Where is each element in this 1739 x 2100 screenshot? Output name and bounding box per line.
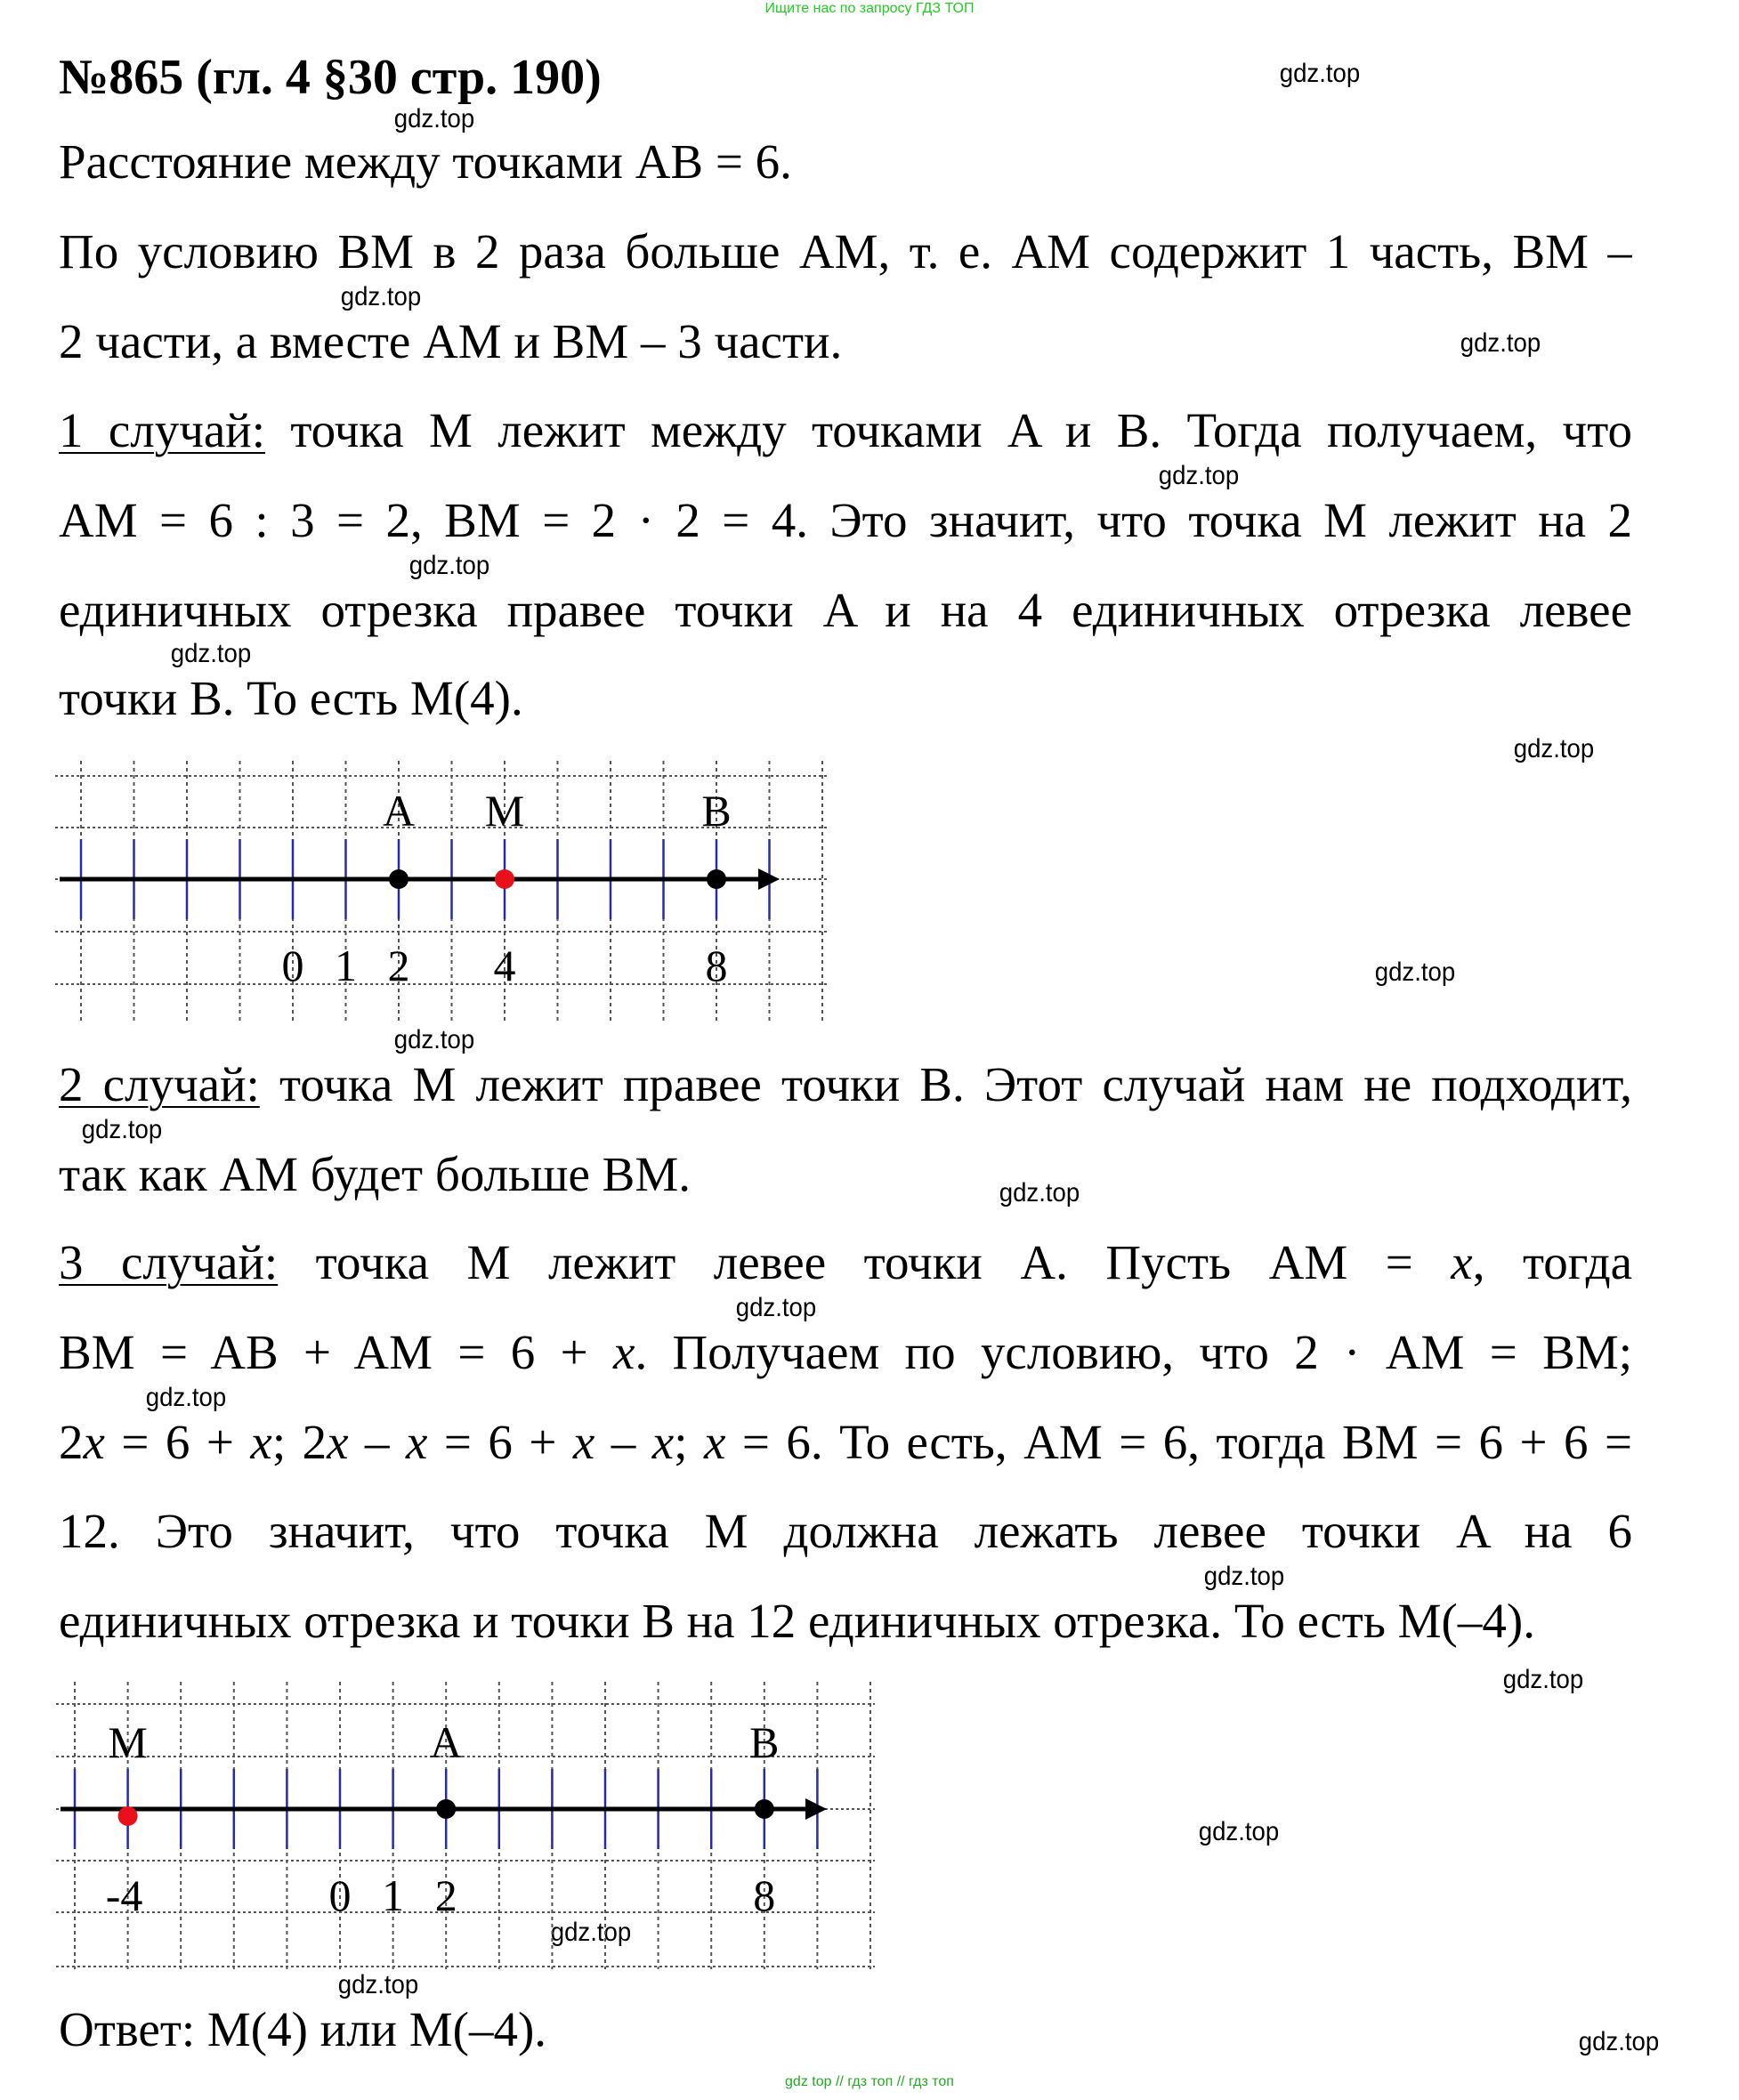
case-heading: 3 случай: (59, 1235, 279, 1289)
point-a (389, 869, 408, 889)
variable-x: x (405, 1415, 428, 1469)
watermark-text: gdz.top (337, 1970, 419, 1999)
text-segment: , тогда (1472, 1235, 1632, 1289)
text-line (59, 224, 1632, 279)
point-b (755, 1799, 774, 1819)
watermark-text: gdz.top (999, 1178, 1080, 1208)
text-line (59, 1235, 1632, 1290)
text-segment: Расстояние между точками AB = 6. (59, 134, 792, 189)
text-line (59, 1504, 1632, 1559)
number-line-case-1 (0, 756, 854, 1032)
text-segment: точка M лежит между точками A и B. Тогда получаем, что (265, 403, 1632, 457)
point-label-b: B (701, 786, 732, 836)
variable-x: x (703, 1415, 726, 1469)
text-segment: = 6 + (427, 1415, 573, 1469)
watermark-text: gdz.top (170, 639, 252, 668)
point-a (436, 1799, 456, 1819)
variable-x: x (83, 1415, 105, 1469)
watermark-text: gdz.top (1203, 1562, 1285, 1591)
point-m (495, 869, 514, 889)
watermark-text: gdz.top (145, 1383, 227, 1412)
tick-label: -4 (105, 1870, 143, 1920)
text-segment: BM = AB + AM = 6 + (59, 1325, 614, 1379)
text-line (59, 1415, 1632, 1470)
tick-label: 2 (434, 1870, 457, 1920)
text-segment: AM = 6 : 3 = 2, BM = 2 · 2 = 4. Это значит, что точка M лежит на 2 (59, 493, 1632, 547)
tick-label: 2 (387, 941, 410, 990)
point-m (118, 1806, 138, 1826)
text-segment: точка M лежит правее точки B. Этот случай нам не подходит, (259, 1057, 1632, 1111)
variable-x: x (327, 1415, 349, 1469)
text-line (59, 493, 1632, 548)
case-heading: 2 случай: (59, 1057, 260, 1111)
text-segment: так как AM будет больше BM. (59, 1147, 691, 1201)
tick-label: 4 (493, 941, 516, 990)
point-label-b: B (749, 1717, 780, 1767)
footer-links: gdz top // гдз топ // гдз топ (785, 2074, 954, 2089)
tick-label: 1 (335, 941, 357, 990)
variable-x: x (572, 1415, 595, 1469)
point-label-m: M (108, 1717, 148, 1767)
tick-label: 0 (328, 1870, 352, 1920)
watermark-text: gdz.top (735, 1293, 817, 1322)
text-line (59, 1147, 691, 1202)
text-segment: = 6. То есть, AM = 6, тогда BM = 6 + 6 = (725, 1415, 1632, 1469)
watermark-text: gdz.top (1279, 59, 1361, 88)
point-label-m: M (484, 786, 525, 836)
tick-label: 0 (281, 941, 304, 990)
watermark-text: gdz.top (1460, 328, 1541, 358)
variable-x: x (613, 1325, 635, 1379)
watermark-text: gdz.top (81, 1115, 163, 1144)
text-segment: 12. Это значит, что точка M должна лежать левее точки A на 6 (59, 1504, 1632, 1558)
text-line (59, 1594, 1535, 1649)
text-segment: ; (674, 1415, 704, 1469)
variable-x: x (651, 1415, 675, 1469)
text-segment: точки B. То есть M(4). (59, 671, 523, 725)
text-line (59, 1057, 1632, 1112)
watermark-text: gdz.top (408, 551, 490, 580)
search-hint-banner: Ищите нас по запросу ГДЗ ТОП (764, 1, 975, 16)
tick-label: 1 (382, 1870, 405, 1920)
text-line (59, 1325, 1632, 1380)
text-line (59, 403, 1632, 458)
variable-x: x (1451, 1235, 1473, 1289)
watermark-text: gdz.top (340, 282, 422, 311)
text-segment: 2 части, а вместе AM и BM – 3 части. (59, 314, 843, 368)
watermark-text: gdz.top (393, 1025, 475, 1054)
text-line (59, 314, 842, 369)
text-segment: ; 2 (271, 1415, 328, 1469)
text-segment: . Получаем по условию, что 2 · AM = BM; (635, 1325, 1632, 1379)
watermark-text: gdz.top (1158, 461, 1240, 490)
watermark-text: gdz.top (1578, 2027, 1660, 2056)
answer-line (59, 2002, 546, 2057)
number-line-case-3 (0, 1677, 890, 1971)
watermark-text: gdz.top (1502, 1665, 1584, 1694)
point-label-a: A (430, 1717, 463, 1767)
text-line (59, 671, 523, 726)
text-segment: единичных отрезка и точки B на 12 единичных отрезка. То есть M(–4). (59, 1594, 1535, 1648)
watermark-text: gdz.top (1513, 734, 1595, 763)
text-line (59, 134, 792, 190)
text-segment: По условию BM в 2 раза больше AM, т. е. AM содержит 1 часть, BM – (59, 224, 1632, 279)
point-label-a: A (382, 786, 416, 836)
point-b (707, 869, 726, 889)
watermark-text: gdz.top (1198, 1817, 1280, 1846)
tick-label: 8 (753, 1870, 776, 1920)
text-segment: – (594, 1415, 652, 1469)
text-segment: точка M лежит левее точки A. Пусть AM = (278, 1235, 1452, 1289)
case-heading: 1 случай: (59, 403, 265, 457)
axis-arrow-icon (805, 1798, 827, 1820)
variable-x: x (250, 1415, 272, 1469)
text-segment: 2 (59, 1415, 84, 1469)
page-title: №865 (гл. 4 §30 стр. 190) (59, 50, 602, 105)
watermark-text: gdz.top (393, 104, 475, 133)
text-segment: единичных отрезка правее точки A и на 4 единичных отрезка левее (59, 583, 1632, 637)
text-line (59, 583, 1632, 638)
watermark-text: gdz.top (1374, 957, 1456, 987)
tick-label: 8 (705, 941, 728, 990)
watermark-text: gdz.top (550, 1918, 632, 1947)
text-segment: – (348, 1415, 406, 1469)
text-segment: Ответ: M(4) или M(–4). (59, 2002, 547, 2056)
text-segment: = 6 + (104, 1415, 251, 1469)
